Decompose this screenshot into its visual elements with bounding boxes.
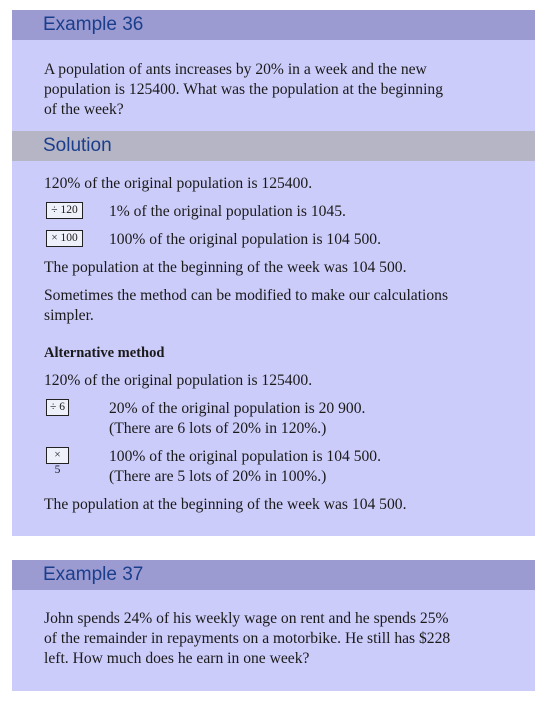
question-line-2: population is 125400. What was the population at the beginning xyxy=(44,81,444,98)
alt-line-2b: (There are 6 lots of 20% in 120%.) xyxy=(109,420,327,437)
ex37-question-line-2: of the remainder in repayments on a motorbike. He still has $228 xyxy=(44,630,451,647)
operation-box-times-5: × 5 xyxy=(46,447,69,464)
solution-line-1: 120% of the original population is 125400. xyxy=(44,175,313,192)
solution-line-5b: simpler. xyxy=(44,307,94,324)
ex37-question-line-3: left. How much does he earn in one week? xyxy=(44,650,310,667)
ex37-question-line-1: John spends 24% of his weekly wage on rent and he spends 25% xyxy=(44,610,449,627)
solution-line-4: The population at the beginning of the week was 104 500. xyxy=(44,259,407,276)
example-37-box xyxy=(12,560,535,691)
alt-line-4: The population at the beginning of the week was 104 500. xyxy=(44,496,407,513)
question-line-1: A population of ants increases by 20% in a week and the new xyxy=(44,61,427,78)
solution-line-3: 100% of the original population is 104 500. xyxy=(109,231,381,248)
example-37-title: Example 37 xyxy=(12,560,535,590)
operation-box-times-100: × 100 xyxy=(46,230,83,247)
alt-line-1: 120% of the original population is 125400. xyxy=(44,372,313,389)
alt-line-3a: 100% of the original population is 104 500. xyxy=(109,448,381,465)
solution-line-5a: Sometimes the method can be modified to make our calculations xyxy=(44,287,449,304)
alternative-method-heading: Alternative method xyxy=(44,345,165,361)
alt-line-2a: 20% of the original population is 20 900. xyxy=(109,400,366,417)
solution-line-2: 1% of the original population is 1045. xyxy=(109,203,346,220)
question-line-3: of the week? xyxy=(44,101,124,118)
operation-box-divide-120: ÷ 120 xyxy=(46,202,83,219)
example-36-box xyxy=(12,10,535,536)
alt-line-3b: (There are 5 lots of 20% in 100%.) xyxy=(109,468,327,485)
operation-box-divide-6: ÷ 6 xyxy=(46,399,69,416)
example-36-title: Example 36 xyxy=(12,10,535,40)
solution-title: Solution xyxy=(12,131,535,161)
